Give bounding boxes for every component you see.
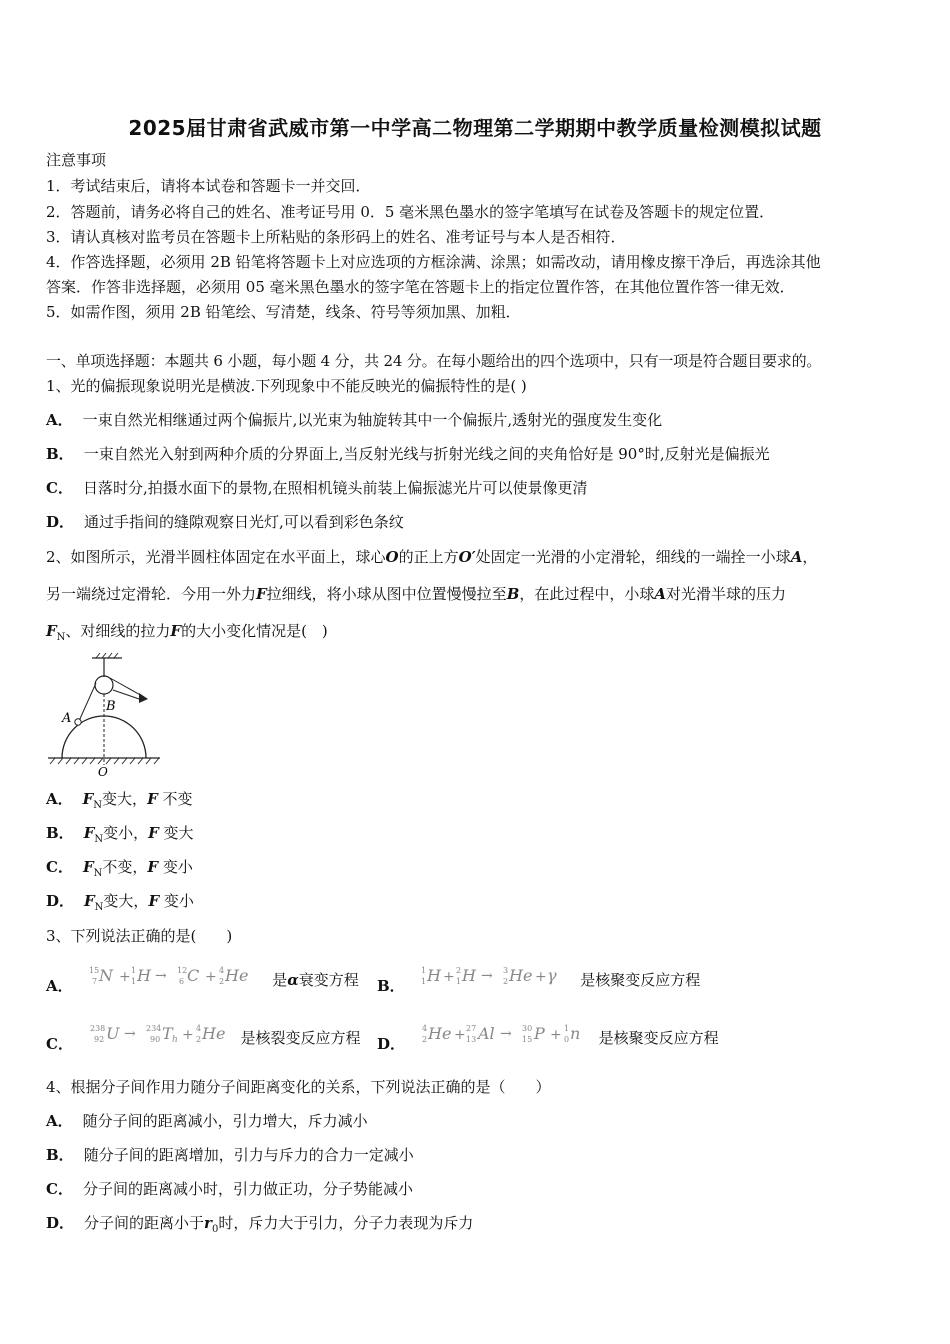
svg-text:4: 4	[421, 1024, 427, 1033]
svg-text:6: 6	[179, 977, 185, 986]
subscript-n: N	[56, 632, 66, 643]
svg-text:7: 7	[92, 977, 98, 986]
svg-text:→: →	[499, 1026, 512, 1042]
svg-text:2: 2	[503, 977, 509, 986]
option-text: 变小	[162, 858, 193, 876]
option-text: 通过手指间的缝隙观察日光灯,可以看到彩色条纹	[84, 513, 404, 531]
symbol-f: F	[83, 824, 95, 842]
q2-stem-line1	[46, 547, 817, 567]
symbol-a: A	[790, 548, 803, 566]
text-run: 处固定一光滑的小定滑轮，细线的一端拴一小球	[475, 548, 791, 566]
option-text: 变大，	[102, 790, 148, 808]
svg-text:12: 12	[177, 966, 188, 975]
symbol-a: A	[654, 585, 667, 603]
symbol-f: F	[82, 790, 94, 808]
label-b: B	[106, 699, 116, 714]
option-text: 变大，	[103, 892, 149, 910]
option-label: D．	[46, 892, 75, 910]
option-text: 是核聚变反应方程	[598, 1029, 719, 1047]
symbol-alpha: α	[287, 971, 299, 989]
svg-text:1: 1	[456, 977, 462, 986]
symbol-f: F	[147, 790, 158, 808]
subscript-n: N	[93, 800, 103, 811]
q1-option-d	[46, 512, 404, 532]
option-text: 变小，	[103, 824, 149, 842]
svg-text:+: +	[453, 1027, 466, 1043]
notice-item-5: 5．如需作图，须用 2B 铅笔绘、写清楚，线条、符号等须加黑、加粗．	[46, 303, 521, 321]
text-run: 2、如图所示，光滑半圆柱体固定在水平面上，球心	[46, 548, 386, 566]
option-label: D．	[46, 1214, 75, 1232]
option-label: B．	[46, 1146, 74, 1164]
svg-text:He: He	[225, 966, 249, 985]
symbol-f: F	[170, 622, 182, 640]
svg-text:1: 1	[421, 966, 427, 975]
option-text: 一束自然光入射到两种介质的分界面上,当反射光线与折射光线之间的夹角恰好是 90°时,反射光是偏振光	[83, 445, 770, 463]
q3-stem: 3、下列说法正确的是( )	[46, 927, 233, 945]
subscript-0: 0	[211, 1224, 219, 1235]
option-text: 是	[272, 971, 288, 989]
q2-option-c	[46, 857, 193, 884]
equation-h-h-he-gamma	[419, 964, 575, 994]
section-heading: 一、单项选择题：本题共 6 小题，每小题 4 分，共 24 分。在每小题给出的四个选项中，只有一项是符合题目要求的。	[46, 352, 822, 370]
svg-text:He: He	[509, 966, 533, 985]
svg-text:T: T	[161, 1024, 173, 1043]
equation-u-th-he	[88, 1022, 236, 1052]
q3-option-d	[377, 1022, 719, 1052]
option-text: 分子间的距离减小时，引力做正功，分子势能减小	[82, 1180, 413, 1198]
subscript-n: N	[94, 834, 104, 845]
q1-stem: 1、光的偏振现象说明光是横波.下列现象中不能反映光的偏振特性的是( )	[46, 377, 527, 395]
option-text: 是核裂变反应方程	[240, 1029, 361, 1047]
option-text: 衰变方程	[298, 971, 359, 989]
svg-text:P: P	[533, 1024, 545, 1043]
svg-text:H: H	[427, 966, 442, 985]
symbol-b: B	[506, 585, 520, 603]
subscript-n: N	[93, 868, 103, 879]
svg-text:4: 4	[219, 966, 225, 975]
option-label: A．	[46, 790, 73, 808]
option-label: A．	[46, 977, 73, 995]
option-text: 不变，	[102, 858, 148, 876]
option-label: A．	[46, 1112, 73, 1130]
svg-text:234: 234	[145, 1024, 162, 1033]
option-label: B．	[46, 445, 74, 463]
svg-text:2: 2	[456, 966, 462, 975]
option-label: D．	[377, 1035, 406, 1053]
notice-item-1: 1．考试结束后，请将本试卷和答题卡一并交回．	[46, 177, 371, 195]
option-text: 变小	[163, 892, 194, 910]
svg-text:+: +	[205, 969, 218, 985]
svg-text:13: 13	[465, 1035, 476, 1044]
text-run: 的大小变化情况是( )	[181, 622, 328, 640]
svg-text:2: 2	[195, 1035, 201, 1044]
symbol-f: F	[147, 858, 159, 876]
label-o: O	[98, 765, 108, 778]
q2-option-a	[46, 789, 193, 816]
q2-option-b	[46, 823, 194, 850]
svg-text:+: +	[443, 969, 456, 985]
subscript-n: N	[94, 902, 104, 913]
q3-option-b	[377, 964, 700, 994]
svg-text:2: 2	[219, 977, 225, 986]
option-text: 变大	[163, 824, 194, 842]
option-text: 随分子间的距离减小，引力增大，斥力减小	[82, 1112, 368, 1130]
svg-text:238: 238	[89, 1024, 106, 1033]
option-label: C．	[46, 479, 73, 497]
svg-text:He: He	[427, 1024, 452, 1043]
svg-text:He: He	[201, 1024, 226, 1043]
q1-option-a	[46, 410, 662, 430]
notice-item-3: 3．请认真核对监考员在答题卡上所粘贴的条形码上的姓名、准考证号与本人是否相符．	[46, 228, 626, 246]
svg-text:15: 15	[521, 1035, 532, 1044]
svg-text:+: +	[549, 1027, 562, 1043]
svg-text:15: 15	[89, 966, 100, 975]
svg-text:+: +	[181, 1027, 194, 1043]
symbol-f: F	[148, 892, 160, 910]
equation-n-h-c-he	[87, 964, 267, 994]
q2-option-d	[46, 891, 194, 918]
option-text: 是核聚变反应方程	[580, 971, 701, 989]
option-label: D．	[46, 513, 75, 531]
q4-stem: 4、根据分子间作用力随分子间距离变化的关系，下列说法正确的是（ ）	[46, 1078, 551, 1096]
q4-option-d	[46, 1213, 473, 1240]
q1-option-b	[46, 444, 770, 464]
svg-text:92: 92	[93, 1035, 104, 1044]
svg-text:N: N	[99, 966, 114, 985]
svg-text:1: 1	[563, 1024, 569, 1033]
q2-stem-line3	[46, 621, 328, 648]
text-run: 的正上方	[398, 548, 459, 566]
svg-text:→: →	[123, 1026, 136, 1042]
option-label: C．	[46, 1180, 73, 1198]
option-text: 不变	[162, 790, 193, 808]
svg-text:H: H	[137, 966, 152, 985]
text-run: ，	[802, 548, 818, 566]
svg-text:1: 1	[421, 977, 427, 986]
notice-item-2: 2．答题前，请务必将自己的姓名、准考证号用 0．5 毫米黑色墨水的签字笔填写在试卷及答题卡的规定位置．	[46, 203, 775, 221]
text-run: 另一端绕过定滑轮．今用一外力	[46, 585, 257, 603]
symbol-r: r	[204, 1214, 212, 1232]
notice-item-4-cont: 答案．作答非选择题，必须用 05 毫米黑色墨水的签字笔在答题卡上的指定位置作答，在其他位置作答一律无效．	[46, 278, 795, 296]
q3-option-a	[46, 964, 359, 994]
text-run: ，在此过程中，小球	[519, 585, 655, 603]
symbol-o: O	[385, 548, 399, 566]
option-label: A．	[46, 411, 73, 429]
option-label: C．	[46, 1035, 73, 1053]
q4-option-c	[46, 1179, 413, 1199]
notice-item-4: 4．作答选择题，必须用 2B 铅笔将答题卡上对应选项的方框涂满、涂黑；如需改动，请用橡皮擦干净后，再选涂其他	[46, 253, 821, 271]
symbol-f: F	[46, 622, 57, 640]
svg-text:30: 30	[521, 1024, 532, 1033]
svg-text:2: 2	[421, 1035, 427, 1044]
label-a: A	[62, 711, 72, 726]
svg-text:4: 4	[195, 1024, 201, 1033]
symbol-o-prime: O′	[458, 548, 476, 566]
option-label: C．	[46, 858, 73, 876]
svg-text:1: 1	[131, 966, 137, 975]
equation-he-al-p-n	[420, 1022, 594, 1052]
q4-option-a	[46, 1111, 368, 1131]
svg-text:γ: γ	[547, 966, 558, 985]
option-label: B．	[377, 977, 405, 995]
q2-pulley-hemisphere-figure	[44, 650, 164, 778]
option-text: 时，斥力大于引力，分子力表现为斥力	[218, 1214, 474, 1232]
option-text: 随分子间的距离增加，引力与斥力的合力一定减小	[83, 1146, 414, 1164]
svg-text:→: →	[155, 968, 168, 984]
option-label: B．	[46, 824, 74, 842]
svg-text:+: +	[119, 969, 132, 985]
option-text: 日落时分,拍摄水面下的景物,在照相机镜头前装上偏振滤光片可以使景像更清	[82, 479, 588, 497]
svg-text:1: 1	[131, 977, 137, 986]
svg-text:+: +	[535, 969, 548, 985]
svg-text:Al: Al	[477, 1024, 495, 1043]
svg-text:n: n	[569, 1024, 581, 1043]
option-text: 分子间的距离小于	[84, 1214, 205, 1232]
page-title: 2025届甘肃省武威市第一中学高二物理第二学期期中教学质量检测模拟试题	[128, 116, 822, 140]
text-run: 对光滑半球的压力	[666, 585, 787, 603]
svg-text:0: 0	[563, 1035, 569, 1044]
svg-text:H: H	[462, 966, 477, 985]
option-text: 一束自然光相继通过两个偏振片,以光束为轴旋转其中一个偏振片,透射光的强度发生变化	[82, 411, 663, 429]
svg-text:3: 3	[503, 966, 509, 975]
q1-option-c	[46, 478, 588, 498]
notice-heading: 注意事项	[46, 151, 107, 169]
text-run: 、对细线的拉力	[65, 622, 171, 640]
symbol-f: F	[256, 585, 267, 603]
svg-text:27: 27	[465, 1024, 476, 1033]
svg-text:C: C	[187, 966, 200, 985]
q2-stem-line2	[46, 584, 786, 604]
svg-text:→: →	[481, 968, 494, 984]
svg-text:U: U	[105, 1024, 120, 1043]
q4-option-b	[46, 1145, 414, 1165]
symbol-f: F	[82, 858, 94, 876]
text-run: 拉细线，将小球从图中位置慢慢拉至	[266, 585, 507, 603]
q3-option-c	[46, 1022, 361, 1052]
svg-text:h: h	[171, 1035, 178, 1045]
symbol-f: F	[148, 824, 159, 842]
svg-text:90: 90	[149, 1035, 160, 1044]
symbol-f: F	[84, 892, 95, 910]
